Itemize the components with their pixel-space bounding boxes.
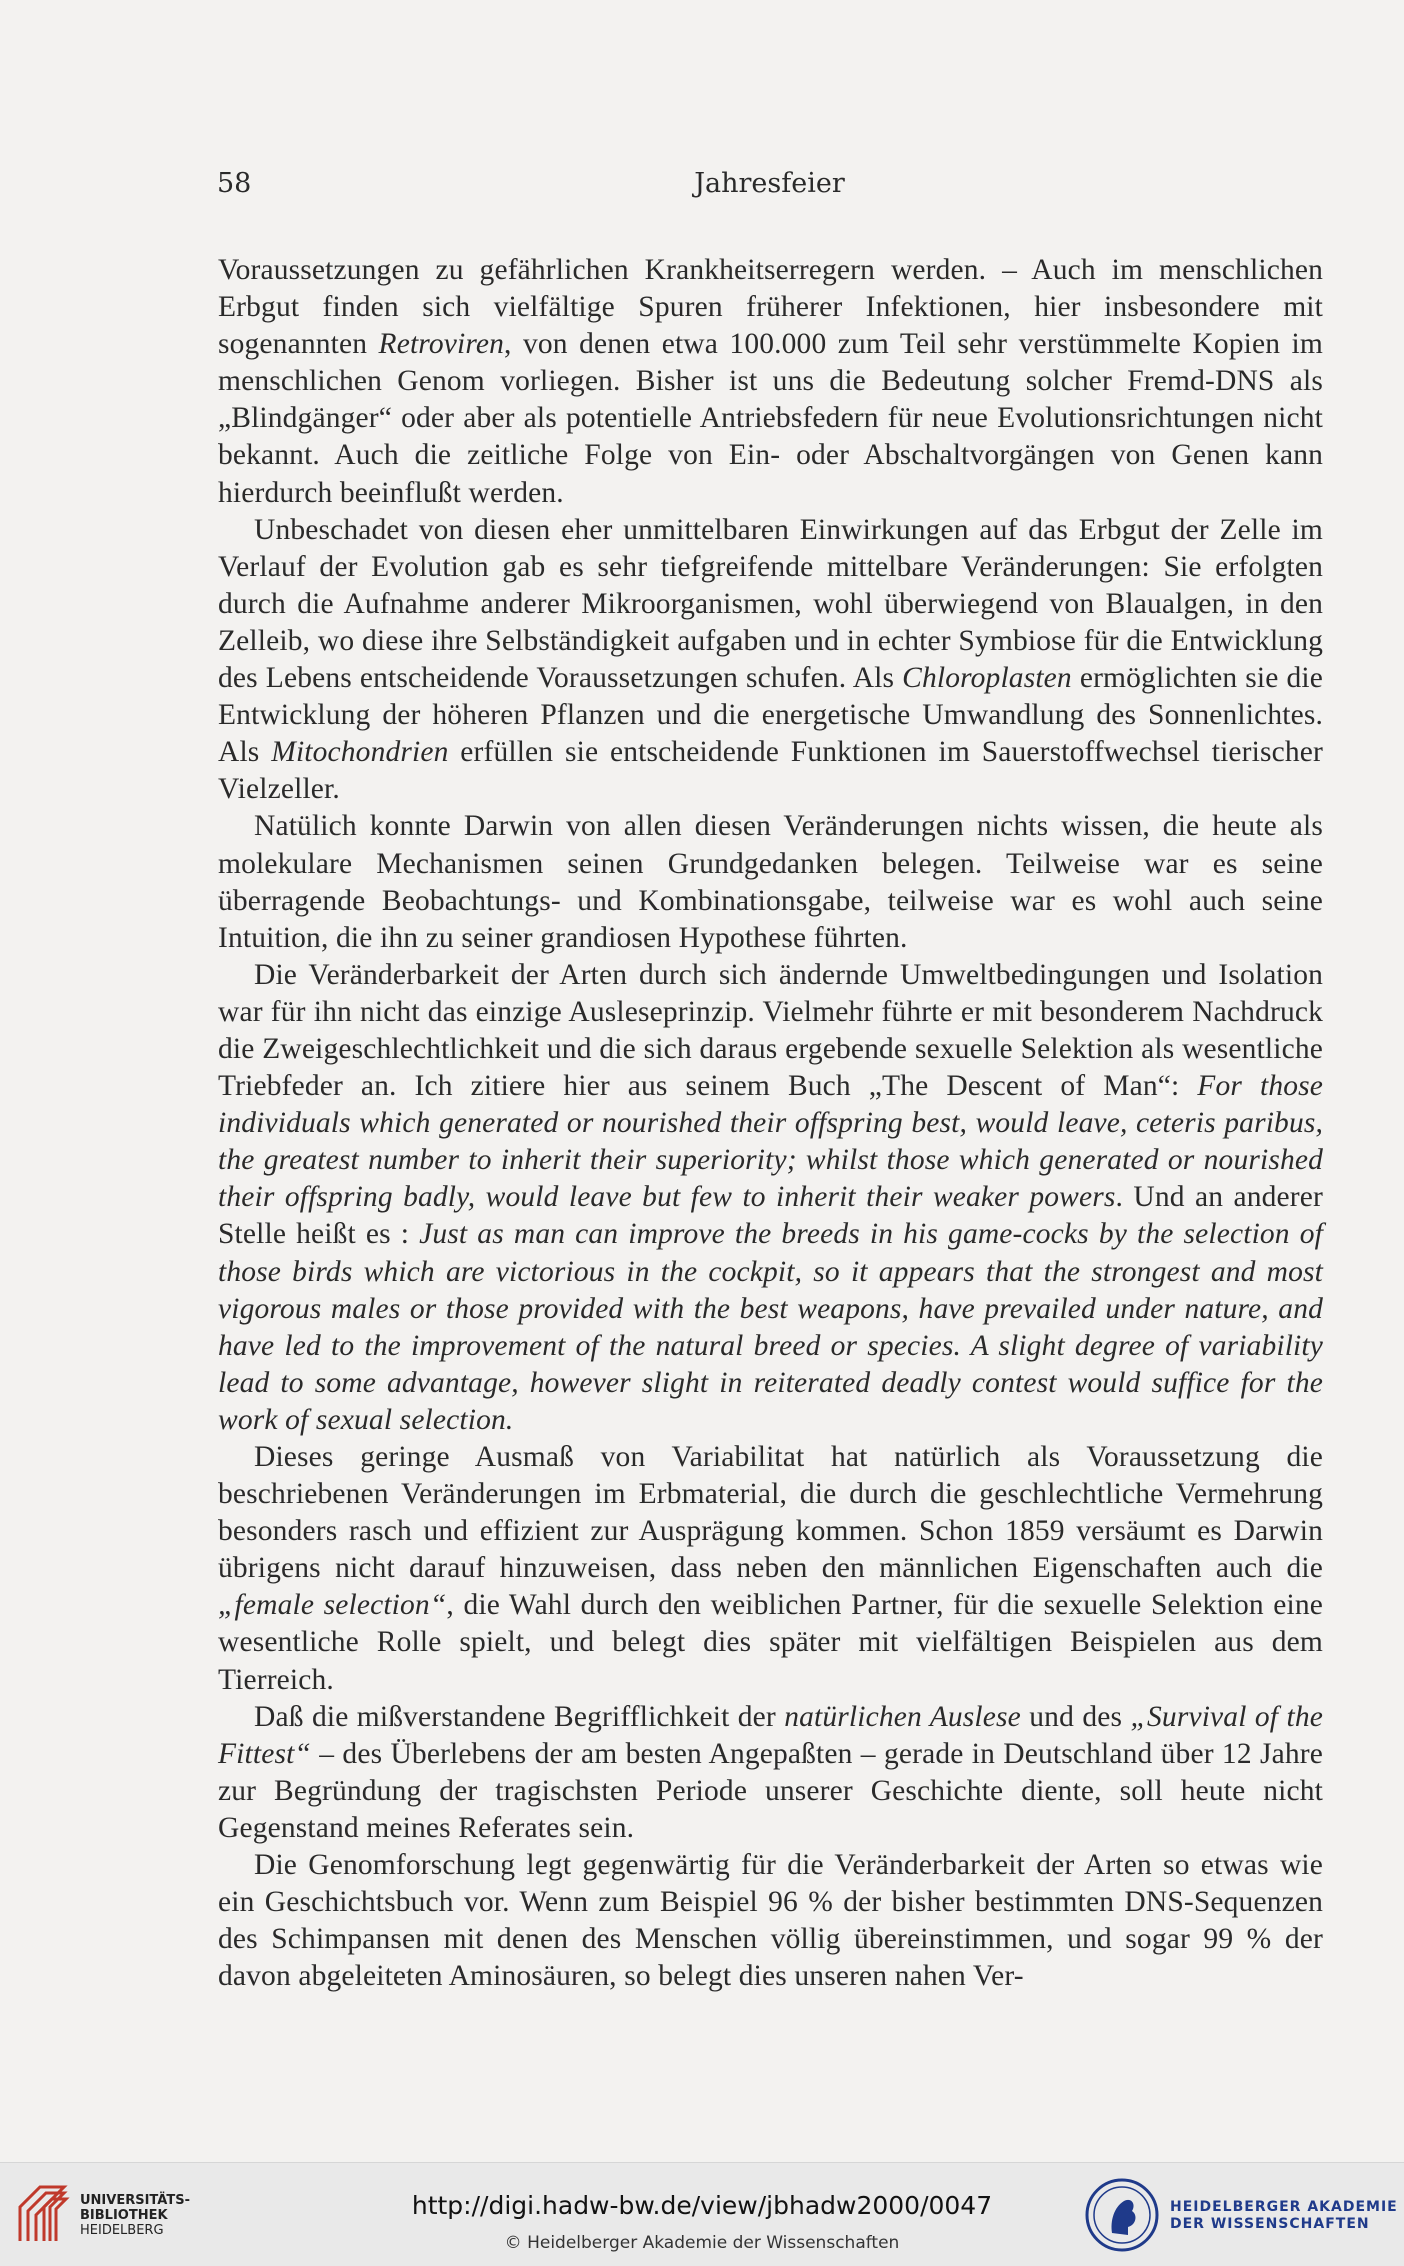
text-run: Die Veränderbarkeit der Arten durch sich ändernde Umweltbedingungen und Isolation war für ihn nicht das einzige Ausleseprinzip. Vielmehr führte er mit besonderem Nachdruck die Zweigeschlechtlichkeit und die sich daraus ergebende sexuelle Selektion als wesentliche Triebfeder an. Ich zitiere hier aus seinem Buch „The Descent of Man“: [218, 958, 1323, 1103]
italic-run: Mitochondrien [271, 736, 449, 769]
italic-run: Just as man can improve the breeds in his game-cocks by the selection of those birds which are victorious in the cockpit, so it appears that the strongest and most vigorous males or those provided with the best weapons, have prevailed under nature, and have led to the improvement of the natural breed or species. A slight degree of variability lead to some advantage, however slight in reiterated deadly contest would suffice for the work of sexual selection. [218, 1218, 1323, 1436]
text-run: Die Genomforschung legt gegenwärtig für die Veränderbarkeit der Arten so etwas wie ein Geschichtsbuch vor. Wenn zum Beispiel 96 % der bisher bestimmten DNS-Sequenzen des Schimpansen mit denen des Menschen völlig übereinstimmen, und sogar 99 % der davon abgeleiteten Aminosäuren, so belegt dies unseren nahen Ver- [218, 1849, 1323, 1993]
text-run: Dieses geringe Ausmaß von Variabilitat hat natürlich als Voraussetzung die beschriebenen Veränderungen im Erbmaterial, die durch die geschlechtliche Vermehrung besonders rasch und effizient zur Ausprägung kommen. Schon 1859 versäumt es Darwin übrigens nicht darauf hinzuweisen, dass neben den männlichen Eigenschaften auch die [218, 1441, 1323, 1585]
italic-run: „female selection“ [218, 1589, 447, 1622]
library-line-1: UNIVERSITÄTS- [80, 2193, 190, 2208]
copyright-notice: © Heidelberger Akademie der Wissenschaften [504, 2233, 900, 2253]
paragraph [218, 808, 1323, 956]
page-number: 58 [217, 168, 252, 199]
italic-run: „Survival of the Fittest“ [218, 1700, 1323, 1770]
italic-run: Retroviren [378, 328, 505, 361]
paragraph [218, 512, 1323, 809]
paragraph [218, 1847, 1323, 1995]
paragraph [218, 1439, 1323, 1699]
text-run: Natülich konnte Darwin von allen diesen Veränderungen nichts wissen, die heute als molekulare Mechanismen seinen Grundgedanken belegen. Teilweise war es seine überragende Beobachtungs- und Kombinationsgabe, teilweise war es wohl auch seine Intuition, die ihn zu seiner grandiosen Hypothese führten. [218, 810, 1323, 954]
body-text [218, 252, 1323, 1995]
running-header [217, 168, 1322, 208]
academy-name [1170, 2199, 1398, 2233]
text-run: , von denen etwa 100.000 zum Teil sehr verstümmelte Kopien im menschlichen Genom vorliegen. Bisher ist uns die Bedeutung solcher Fremd-DNS als „Blindgänger“ oder aber als potentielle Antriebsfedern für neue Evolutionsrichtungen nicht bekannt. Auch die zeitliche Folge von Ein- oder Abschaltvorgängen von Genen kann hierdurch beeinflußt werden. [218, 328, 1323, 509]
footer-bar [0, 2162, 1404, 2266]
library-line-2: BIBLIOTHEK [80, 2208, 168, 2223]
text-run: Voraussetzungen zu gefährlichen Krankheitserregern werden. – Auch im menschlichen Erbgut finden sich vielfältige Spuren früherer Infektionen, hier insbesondere mit sogenannten [218, 254, 1323, 361]
text-run: Unbeschadet von diesen eher unmittelbaren Einwirkungen auf das Erbgut der Zelle im Verlauf der Evolution gab es sehr tiefgreifende mittelbare Veränderungen: Sie erfolgten durch die Aufnahme anderer Mikroorganismen, wohl überwiegend von Blaualgen, in den Zelleib, wo diese ihre Selbständigkeit aufgaben und in echter Symbiose für die Entwicklung des Lebens entscheidende Voraussetzungen schufen. Als [218, 513, 1323, 695]
paragraph [218, 957, 1323, 1439]
paragraph [218, 1699, 1323, 1847]
paragraph [218, 252, 1323, 512]
academy-seal-icon [1084, 2177, 1160, 2253]
italic-run: Chloroplasten [902, 662, 1072, 695]
library-line-3: HEIDELBERG [80, 2223, 164, 2238]
text-run: . Und an anderer Stelle heißt es : [218, 1181, 1323, 1251]
permalink-url[interactable]: http://digi.hadw-bw.de/view/jbhadw2000/0047 [411, 2191, 993, 2220]
italic-run: natürlichen Auslese [784, 1700, 1021, 1733]
academy-line-2: DER WISSENSCHAFTEN [1170, 2216, 1370, 2232]
academy-line-1: HEIDELBERGER AKADEMIE [1170, 2199, 1398, 2215]
text-run: Daß die mißverstandene Begrifflichkeit der [254, 1700, 785, 1733]
italic-run: For those individuals which generated or nourished their offspring best, would leave, ceteris paribus, the greatest number to inherit their superiority; whilst those which generated or nourished their offspring badly, would leave but few to inherit their weaker powers [218, 1070, 1323, 1214]
text-run: erfüllen sie entscheidende Funktionen im Sauerstoffwechsel tierischer Vielzeller. [218, 736, 1323, 806]
text-run: ermöglichten sie die Entwicklung der höheren Pflanzen und die energetische Umwandlung des Sonnenlichtes. Als [218, 662, 1323, 769]
text-run: und des [1020, 1700, 1131, 1733]
text-run: , die Wahl durch den weiblichen Partner, für die sexuelle Selektion eine wesentliche Rolle spielt, und belegt dies später mit vielfältigen Beispielen aus dem Tierreich. [218, 1589, 1324, 1696]
running-title: Jahresfeier [694, 168, 845, 199]
text-run: – des Überlebens der am besten Angepaßten – gerade in Deutschland über 12 Jahre zur Begründung der tragischsten Periode unserer Geschichte diente, soll heute nicht Gegenstand meines Referates sein. [218, 1737, 1323, 1844]
